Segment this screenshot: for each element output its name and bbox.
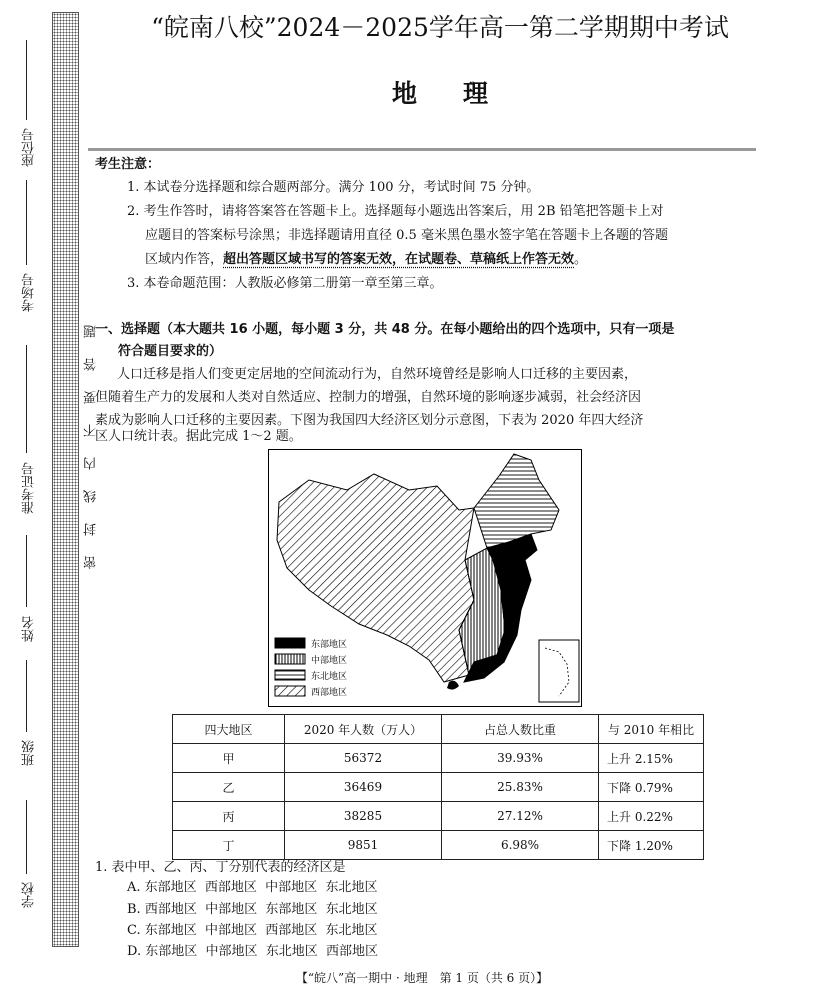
page-footer: 【“皖八”高一期中 · 地理 第 1 页（共 6 页）】 [295,971,549,985]
cell-share: 25.83% [442,773,599,802]
table-row [173,773,704,802]
cell-change: 下降 1.20% [599,831,704,860]
section-1-heading-cont: 符合题目要求的） [118,344,223,359]
table-header-row [173,715,704,744]
cell-region: 乙 [173,773,285,802]
seat-number-line [26,40,27,120]
exam-room-label: 考场号 [22,273,37,312]
cell-population: 9851 [285,831,442,860]
legend-east: 东部地区 [311,640,348,650]
table-row [173,831,704,860]
exam-room-line [26,180,27,265]
passage-line-4: 区人口统计表。据此完成 1～2 题。 [95,429,302,444]
cell-share: 6.98% [442,831,599,860]
notice-item-2-line-1: 2. 考生作答时，请将答案答在答题卡上。选择题每小题选出答案后，用 2B 铅笔把答题卡上对 [127,204,664,219]
population-table [172,714,704,860]
subject-title: 地理 [391,79,534,108]
notice-item-3: 3. 本卷命题范围：人教版必修第二册第一章至第三章。 [127,276,443,291]
south-china-sea-inset [539,640,579,702]
notice-emphasis: 超出答题区域书写的答案无效，在试题卷、草稿纸上作答无效 [223,252,575,267]
class-line [26,660,27,732]
northeast-region [474,454,559,548]
cell-region: 丁 [173,831,285,860]
cell-change: 下降 0.79% [599,773,704,802]
notice-item-2-line-3-end: 。 [574,252,588,267]
question-1-option-b: B. 西部地区 中部地区 东部地区 东北地区 [127,902,378,917]
seal-warning-text: 密封线内不要答题 [84,305,99,569]
table-row [173,802,704,831]
cell-share: 39.93% [442,744,599,773]
question-1-option-c: C. 东部地区 中部地区 西部地区 东北地区 [127,923,378,938]
seat-number-label: 座位号 [22,128,37,167]
passage-line-3: 素成为影响人口迁移的主要因素。下图为我国四大经济区划分示意图，下表为 2020 年四大经济 [95,413,644,428]
cell-region: 丙 [173,802,285,831]
cell-population: 36469 [285,773,442,802]
name-line [26,535,27,607]
china-economic-regions-map [268,449,582,707]
header-region: 四大地区 [173,715,285,744]
school-label: 学校 [22,882,37,908]
question-1-option-a: A. 东部地区 西部地区 中部地区 东北地区 [127,880,378,895]
header-rule [88,148,756,151]
header-population: 2020 年人数（万人） [285,715,442,744]
legend-west: 西部地区 [311,688,348,698]
name-label: 姓名 [22,616,37,642]
west-region [277,474,474,682]
question-1-option-d: D. 东部地区 中部地区 东北地区 西部地区 [127,944,379,959]
passage-line-1: 人口迁移是指人们变更定居地的空间流动行为，自然环境曾经是影响人口迁移的主要因素， [117,367,638,382]
cell-population: 56372 [285,744,442,773]
question-1-stem: 1. 表中甲、乙、丙、丁分别代表的经济区是 [95,860,346,875]
header-share: 占总人数比重 [442,715,599,744]
notice-item-2-line-3 [145,249,587,271]
admission-number-line [26,345,27,453]
cell-change: 上升 0.22% [599,802,704,831]
class-label: 班级 [22,740,37,766]
notice-item-2-line-2: 应题目的答案标号涂黑；非选择题请用直径 0.5 毫米黑色墨水签字笔在答题卡上各题的答题 [145,228,668,243]
notice-heading: 考生注意： [95,157,161,172]
notice-item-2-line-3-prefix: 区域内作答， [145,252,224,267]
legend-northeast: 东北地区 [311,672,348,682]
cell-share: 27.12% [442,802,599,831]
section-1-heading: 一、选择题（本大题共 16 小题，每小题 3 分，共 48 分。在每小题给出的四个选项中，只有一项是 [95,322,675,337]
cell-region: 甲 [173,744,285,773]
cell-change: 上升 2.15% [599,744,704,773]
legend-central: 中部地区 [311,656,348,666]
binding-strip [52,12,79,947]
cell-population: 38285 [285,802,442,831]
notice-item-1: 1. 本试卷分选择题和综合题两部分。满分 100 分，考试时间 75 分钟。 [127,180,540,195]
table-row [173,744,704,773]
header-change: 与 2010 年相比 [599,715,704,744]
admission-number-label: 准考证号 [22,462,37,514]
school-line [26,800,27,874]
map-graphic [269,450,582,707]
exam-title: “皖南八校”2024－2025学年高一第二学期期中考试 [151,13,729,42]
passage-line-2: 但随着生产力的发展和人类对自然适应、控制力的增强，自然环境的影响逐步减弱，社会经济因 [95,390,642,405]
